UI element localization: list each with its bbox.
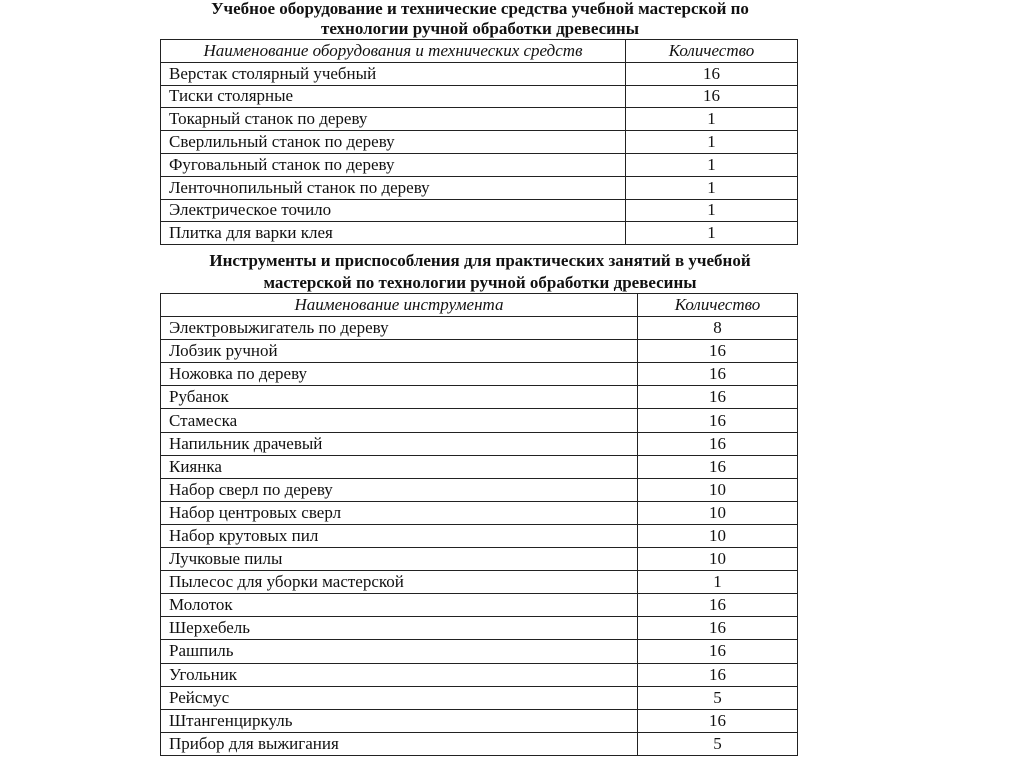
item-name: Пылесос для уборки мастерской	[161, 571, 638, 594]
item-name: Электровыжигатель по дереву	[161, 317, 638, 340]
item-qty: 16	[638, 455, 798, 478]
item-name: Лучковые пилы	[161, 548, 638, 571]
equipment-title-line1: Учебное оборудование и технические средства учебной мастерской по	[211, 0, 749, 18]
table-row	[161, 153, 798, 176]
item-name: Рейсмус	[161, 686, 638, 709]
item-qty: 16	[638, 409, 798, 432]
table-row	[161, 709, 798, 732]
item-qty: 16	[626, 62, 798, 85]
item-qty: 16	[638, 340, 798, 363]
item-name: Лобзик ручной	[161, 340, 638, 363]
item-name: Прибор для выжигания	[161, 732, 638, 755]
item-name: Напильник драчевый	[161, 432, 638, 455]
table-row	[161, 108, 798, 131]
item-qty: 1	[626, 108, 798, 131]
tools-title-line1: Инструменты и приспособления для практических занятий в учебной	[209, 251, 751, 270]
table-row	[161, 409, 798, 432]
item-name: Стамеска	[161, 409, 638, 432]
table-row	[161, 317, 798, 340]
item-name: Токарный станок по дереву	[161, 108, 626, 131]
item-name: Рашпиль	[161, 640, 638, 663]
item-name: Набор центровых сверл	[161, 501, 638, 524]
item-qty: 1	[626, 222, 798, 245]
table-row	[161, 571, 798, 594]
table-row	[161, 131, 798, 154]
item-qty: 10	[638, 478, 798, 501]
table-row	[161, 199, 798, 222]
table-row	[161, 340, 798, 363]
item-qty: 5	[638, 732, 798, 755]
column-header-name: Наименование оборудования и технических средств	[161, 40, 626, 63]
item-name: Рубанок	[161, 386, 638, 409]
item-qty: 16	[638, 386, 798, 409]
item-qty: 16	[638, 663, 798, 686]
item-qty: 16	[626, 85, 798, 108]
item-qty: 1	[626, 153, 798, 176]
item-name: Киянка	[161, 455, 638, 478]
item-qty: 10	[638, 524, 798, 547]
table-row	[161, 640, 798, 663]
item-name: Шерхебель	[161, 617, 638, 640]
table-row	[161, 686, 798, 709]
tools-title-line2: мастерской по технологии ручной обработки древесины	[263, 273, 697, 292]
item-qty: 16	[638, 617, 798, 640]
item-name: Молоток	[161, 594, 638, 617]
table-row	[161, 594, 798, 617]
item-qty: 5	[638, 686, 798, 709]
item-qty: 1	[626, 131, 798, 154]
item-name: Плитка для варки клея	[161, 222, 626, 245]
table-row	[161, 62, 798, 85]
item-name: Тиски столярные	[161, 85, 626, 108]
item-name: Набор крутовых пил	[161, 524, 638, 547]
item-qty: 10	[638, 548, 798, 571]
table-row	[161, 478, 798, 501]
column-header-name: Наименование инструмента	[161, 294, 638, 317]
table-row	[161, 548, 798, 571]
item-name: Фуговальный станок по дереву	[161, 153, 626, 176]
table-row	[161, 432, 798, 455]
table-row	[161, 455, 798, 478]
item-name: Набор сверл по дереву	[161, 478, 638, 501]
item-qty: 10	[638, 501, 798, 524]
table-row	[161, 501, 798, 524]
item-name: Ножовка по дереву	[161, 363, 638, 386]
table-row	[161, 386, 798, 409]
item-qty: 16	[638, 432, 798, 455]
item-qty: 16	[638, 640, 798, 663]
item-name: Сверлильный станок по дереву	[161, 131, 626, 154]
item-name: Угольник	[161, 663, 638, 686]
item-name: Ленточнопильный станок по дереву	[161, 176, 626, 199]
table-row	[161, 85, 798, 108]
item-qty: 16	[638, 594, 798, 617]
table-row	[161, 617, 798, 640]
item-qty: 1	[638, 571, 798, 594]
item-qty: 8	[638, 317, 798, 340]
table-row	[161, 732, 798, 755]
item-name: Верстак столярный учебный	[161, 62, 626, 85]
tools-table	[160, 293, 798, 756]
table-row	[161, 222, 798, 245]
column-header-qty: Количество	[626, 40, 798, 63]
table-row	[161, 524, 798, 547]
equipment-title-line2: технологии ручной обработки древесины	[320, 19, 640, 38]
item-name: Электрическое точило	[161, 199, 626, 222]
table-row	[161, 176, 798, 199]
item-qty: 1	[626, 176, 798, 199]
table-row	[161, 363, 798, 386]
equipment-table	[160, 39, 798, 245]
table-row	[161, 663, 798, 686]
item-name: Штангенциркуль	[161, 709, 638, 732]
item-qty: 16	[638, 363, 798, 386]
item-qty: 1	[626, 199, 798, 222]
column-header-qty: Количество	[638, 294, 798, 317]
item-qty: 16	[638, 709, 798, 732]
